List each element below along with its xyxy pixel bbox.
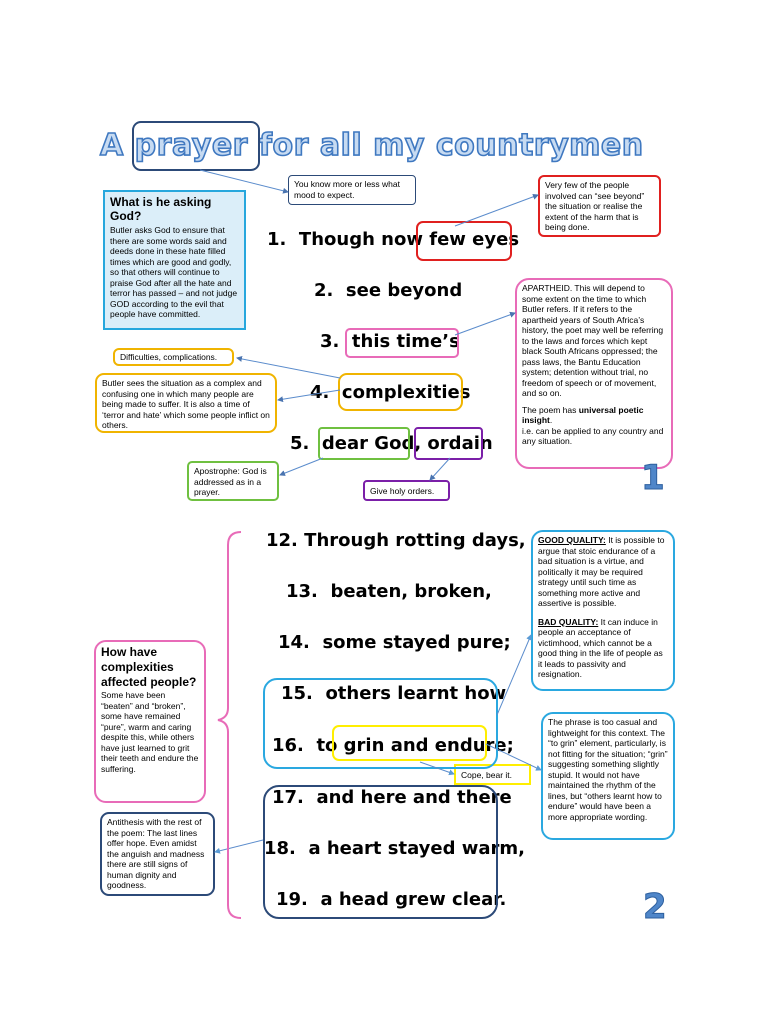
difficulties-note: Difficulties, complications. <box>113 348 234 366</box>
asking-box <box>103 190 246 330</box>
connector-prayer-mood <box>200 170 288 192</box>
apartheid-note: APARTHEID. This will depend to some extent on the time to which Butler refers. If it refers to the apartheid years of South Africa’s history, the poet may well be referring to the laws and forces which kept black South Africans oppressed; the pass laws, the Bantu Education system; detention without trial, no freedom of speech or of movement, and so on. The poem has universal poetic insight. i.e. can be applied to any country and any situation. <box>515 278 673 469</box>
asking-heading: What is he asking God? <box>110 195 212 223</box>
poem-line-18: 18. a heart stayed warm, <box>264 838 526 859</box>
good-quality-text: It is possible to argue that stoic endurance of a bad situation is a virtue, and politically it may be required strategy until such time as something more active and assertive is possible. <box>538 535 665 608</box>
poem-line-1: 1. Though now few eyes <box>267 229 520 250</box>
grin-endure-highlight <box>332 725 487 761</box>
quality-note <box>531 530 675 691</box>
lines-17-19-group <box>263 785 498 919</box>
page-number-2: 2 <box>643 887 667 927</box>
poem-line-4: 4. complexities <box>310 382 471 403</box>
poem-line-12: 12. Through rotting days, <box>266 530 526 551</box>
poem-line-16: 16. to grin and endure; <box>272 735 514 756</box>
page-number-1: 1 <box>641 458 665 498</box>
few-eyes-note: Very few of the people involved can “see beyond” the situation or realise the extent of the harm that is being done. <box>538 175 661 237</box>
phrase-note: The phrase is too casual and lightweight for this context. The “to grin” element, particularly, is not fitting for the situation; “grin” suggesting something slightly stupid. It would not have maintained the rhythm of the lines, but “others learnt how to endure” would have been a more appropriate wording. <box>541 712 675 840</box>
connector-times-apartheid <box>455 313 515 335</box>
poem-line-2: 2. see beyond <box>314 280 463 301</box>
complex-note: Butler sees the situation as a complex and confusing one in which many people are being made to suffer. It is also a time of ‘terror and hate’ which some people inflict on others. <box>95 373 277 433</box>
complexities-box <box>94 640 206 803</box>
apartheid-p3: i.e. can be applied to any country and any situation. <box>522 425 664 446</box>
apartheid-insight: universal poetic insight <box>522 404 644 425</box>
title-word-a: A <box>100 128 124 163</box>
poem-line-17: 17. and here and there <box>272 787 512 808</box>
bad-quality-label: BAD QUALITY: <box>538 616 599 627</box>
bracket-section2 <box>218 532 241 918</box>
poem-line-14: 14. some stayed pure; <box>278 632 511 653</box>
complexities-highlight <box>338 373 463 411</box>
dear-god-highlight <box>318 427 410 460</box>
poem-line-15: 15. others learnt how <box>281 683 507 704</box>
mood-note: You know more or less what mood to expect. <box>288 175 416 205</box>
title-rest: for all my countrymen <box>258 128 644 163</box>
connector-ordain-holy <box>430 458 450 480</box>
asking-body: Butler asks God to ensure that there are some words said and deeds done in these hate filled times which are good and godly, so that others will continue to praise God after all the hate and terror has passed – and not judge GOD according to the evil that people have committed. <box>110 225 238 319</box>
complexities-heading: How have complexities affected people? <box>101 645 197 689</box>
connector-group-antithesis <box>215 840 263 852</box>
apartheid-p1: APARTHEID. This will depend to some extent on the time to which Butler refers. If it refers to the apartheid years of South Africa’s history, the poet may well be referring to the laws and forces which kept black South Africans oppressed; the pass laws, the Bantu Education system; detention without trial, no freedom of speech or of movement, and so on. <box>522 283 664 398</box>
poem-line-5: 5. dear God, ordain <box>290 433 493 454</box>
complexities-body: Some have been “beaten” and “broken”, some have remained “pure”, warm and caring despite this, while others have just learned to grit their teeth and endure the suffering. <box>101 690 199 774</box>
poem-line-13: 13. beaten, broken, <box>286 581 492 602</box>
antithesis-note: Antithesis with the rest of the poem: The last lines offer hope. Even amidst the anguish and madness there are still signs of human dignity and goodness. <box>100 812 215 896</box>
prayer-highlight <box>132 121 260 171</box>
poem-line-3: 3. this time’s <box>320 331 460 352</box>
this-times-highlight <box>345 328 459 358</box>
bad-quality-text: It can induce in people an acceptance of victimhood, which cannot be a good thing in the life of people as it leads to passivity and resignation. <box>538 616 663 679</box>
holy-orders-note: Give holy orders. <box>363 480 450 501</box>
poem-line-19: 19. a head grew clear. <box>276 889 507 910</box>
connector-god-apostrophe <box>280 458 323 475</box>
good-quality-label: GOOD QUALITY: <box>538 535 606 545</box>
apostrophe-note: Apostrophe: God is addressed as in a prayer. <box>187 461 279 501</box>
title-word-prayer: prayer <box>134 128 248 163</box>
few-eyes-highlight <box>416 221 512 261</box>
ordain-highlight <box>414 427 483 460</box>
cope-note: Cope, bear it. <box>454 764 531 785</box>
